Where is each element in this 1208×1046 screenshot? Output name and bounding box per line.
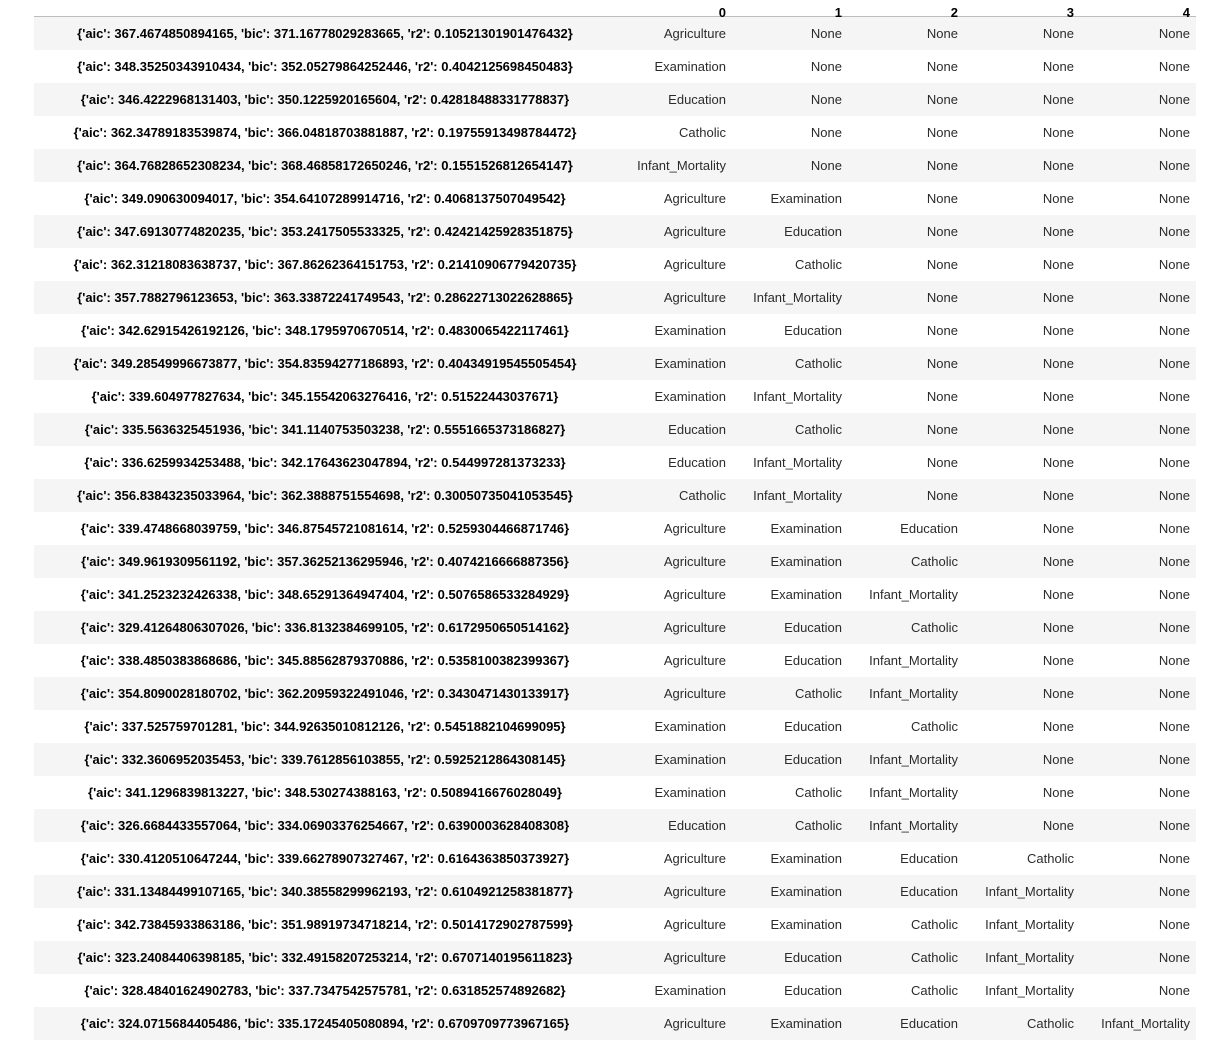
row-index-metrics: {'aic': 338.4850383868686, 'bic': 345.88562879370886, 'r2': 0.5358100382399367} xyxy=(80,652,570,668)
cell-col-0: Education xyxy=(668,421,726,437)
column-header-4: 4 xyxy=(1080,0,1196,17)
table-row xyxy=(34,479,1196,512)
cell-col-2: Infant_Mortality xyxy=(869,784,958,800)
cell-col-3: None xyxy=(1042,322,1074,338)
dataframe-table xyxy=(34,0,1196,1040)
table-row xyxy=(34,347,1196,380)
cell-col-2: None xyxy=(926,289,958,305)
cell-col-0: Examination xyxy=(654,982,726,998)
cell-col-3: Catholic xyxy=(1027,850,1074,866)
cell-col-4: None xyxy=(1158,190,1190,206)
table-header xyxy=(34,0,1196,20)
cell-col-1: None xyxy=(810,124,842,140)
cell-col-2: None xyxy=(926,157,958,173)
cell-col-2: Catholic xyxy=(911,553,958,569)
row-index-metrics: {'aic': 362.31218083638737, 'bic': 367.86262364151753, 'r2': 0.21410906779420735} xyxy=(73,256,577,272)
cell-col-4: None xyxy=(1158,850,1190,866)
table-row xyxy=(34,578,1196,611)
cell-col-2: Education xyxy=(900,520,958,536)
table-row xyxy=(34,710,1196,743)
cell-col-2: None xyxy=(926,25,958,41)
cell-col-4: None xyxy=(1158,883,1190,899)
cell-col-1: Education xyxy=(784,223,842,239)
row-index-metrics: {'aic': 362.34789183539874, 'bic': 366.04818703881887, 'r2': 0.19755913498784472} xyxy=(73,124,577,140)
cell-col-2: None xyxy=(926,487,958,503)
cell-col-4: None xyxy=(1158,520,1190,536)
cell-col-1: Catholic xyxy=(795,685,842,701)
cell-col-0: Agriculture xyxy=(663,289,726,305)
cell-col-2: None xyxy=(926,322,958,338)
cell-col-2: Catholic xyxy=(911,949,958,965)
cell-col-4: None xyxy=(1158,223,1190,239)
cell-col-1: Examination xyxy=(770,520,842,536)
cell-col-1: Catholic xyxy=(795,817,842,833)
row-index-metrics: {'aic': 336.6259934253488, 'bic': 342.17643623047894, 'r2': 0.544997281373233} xyxy=(84,454,566,470)
cell-col-3: None xyxy=(1042,157,1074,173)
cell-col-2: Infant_Mortality xyxy=(869,685,958,701)
cell-col-4: None xyxy=(1158,322,1190,338)
cell-col-1: Examination xyxy=(770,883,842,899)
cell-col-0: Examination xyxy=(654,388,726,404)
cell-col-0: Agriculture xyxy=(663,619,726,635)
cell-col-3: None xyxy=(1042,454,1074,470)
row-index-metrics: {'aic': 330.4120510647244, 'bic': 339.66278907327467, 'r2': 0.6164363850373927} xyxy=(80,850,570,866)
table-row xyxy=(34,215,1196,248)
cell-col-2: None xyxy=(926,190,958,206)
cell-col-0: Education xyxy=(668,91,726,107)
cell-col-4: None xyxy=(1158,454,1190,470)
table-row xyxy=(34,50,1196,83)
row-index-metrics: {'aic': 347.69130774820235, 'bic': 353.2417505533325, 'r2': 0.42421425928351875} xyxy=(77,223,573,239)
cell-col-0: Catholic xyxy=(679,487,726,503)
cell-col-4: None xyxy=(1158,289,1190,305)
row-index-metrics: {'aic': 341.1296839813227, 'bic': 348.530274388163, 'r2': 0.5089416676028049} xyxy=(88,784,562,800)
cell-col-4: None xyxy=(1158,619,1190,635)
cell-col-2: None xyxy=(926,388,958,404)
cell-col-0: Agriculture xyxy=(663,949,726,965)
row-index-metrics: {'aic': 329.41264806307026, 'bic': 336.8132384699105, 'r2': 0.6172950650514162} xyxy=(80,619,570,635)
row-index-metrics: {'aic': 354.8090028180702, 'bic': 362.20959322491046, 'r2': 0.3430471430133917} xyxy=(80,685,570,701)
cell-col-0: Education xyxy=(668,454,726,470)
cell-col-3: None xyxy=(1042,91,1074,107)
cell-col-1: None xyxy=(810,157,842,173)
cell-col-4: None xyxy=(1158,487,1190,503)
cell-col-1: Examination xyxy=(770,1015,842,1031)
cell-col-4: None xyxy=(1158,652,1190,668)
cell-col-1: None xyxy=(810,91,842,107)
table-row xyxy=(34,1007,1196,1040)
table-row xyxy=(34,611,1196,644)
table-body xyxy=(34,17,1196,1040)
cell-col-0: Catholic xyxy=(679,124,726,140)
row-index-metrics: {'aic': 335.5636325451936, 'bic': 341.1140753503238, 'r2': 0.5551665373186827} xyxy=(84,421,566,437)
table-row xyxy=(34,17,1196,50)
table-row xyxy=(34,380,1196,413)
row-index-metrics: {'aic': 331.13484499107165, 'bic': 340.38558299962193, 'r2': 0.6104921258381877} xyxy=(77,883,573,899)
row-index-metrics: {'aic': 324.0715684405486, 'bic': 335.17245405080894, 'r2': 0.6709709773967165} xyxy=(80,1015,570,1031)
cell-col-3: None xyxy=(1042,751,1074,767)
cell-col-3: None xyxy=(1042,784,1074,800)
table-row xyxy=(34,413,1196,446)
cell-col-1: Infant_Mortality xyxy=(753,388,842,404)
cell-col-3: Infant_Mortality xyxy=(985,883,1074,899)
cell-col-0: Agriculture xyxy=(663,223,726,239)
cell-col-4: None xyxy=(1158,553,1190,569)
cell-col-1: Examination xyxy=(770,916,842,932)
row-index-metrics: {'aic': 332.3606952035453, 'bic': 339.7612856103855, 'r2': 0.5925212864308145} xyxy=(84,751,566,767)
row-index-metrics: {'aic': 339.4748668039759, 'bic': 346.87545721081614, 'r2': 0.5259304466871746} xyxy=(80,520,570,536)
table-row xyxy=(34,182,1196,215)
cell-col-0: Agriculture xyxy=(663,652,726,668)
table-row xyxy=(34,281,1196,314)
cell-col-0: Agriculture xyxy=(663,916,726,932)
dataframe-output xyxy=(34,0,1196,1040)
cell-col-3: None xyxy=(1042,58,1074,74)
cell-col-1: Infant_Mortality xyxy=(753,487,842,503)
row-index-metrics: {'aic': 342.73845933863186, 'bic': 351.98919734718214, 'r2': 0.5014172902787599} xyxy=(77,916,573,932)
cell-col-3: None xyxy=(1042,289,1074,305)
table-row xyxy=(34,809,1196,842)
cell-col-4: None xyxy=(1158,784,1190,800)
cell-col-3: None xyxy=(1042,553,1074,569)
cell-col-0: Examination xyxy=(654,751,726,767)
table-row xyxy=(34,314,1196,347)
cell-col-1: None xyxy=(810,58,842,74)
row-index-metrics: {'aic': 364.76828652308234, 'bic': 368.46858172650246, 'r2': 0.1551526812654147} xyxy=(77,157,573,173)
table-row xyxy=(34,545,1196,578)
cell-col-1: Examination xyxy=(770,553,842,569)
cell-col-1: Education xyxy=(784,982,842,998)
cell-col-0: Agriculture xyxy=(663,883,726,899)
table-row xyxy=(34,974,1196,1007)
table-row xyxy=(34,677,1196,710)
cell-col-1: Education xyxy=(784,949,842,965)
cell-col-3: Infant_Mortality xyxy=(985,916,1074,932)
row-index-metrics: {'aic': 349.090630094017, 'bic': 354.64107289914716, 'r2': 0.4068137507049542} xyxy=(84,190,566,206)
cell-col-4: None xyxy=(1158,421,1190,437)
table-row xyxy=(34,83,1196,116)
cell-col-1: Education xyxy=(784,718,842,734)
row-index-metrics: {'aic': 326.6684433557064, 'bic': 334.06903376254667, 'r2': 0.6390003628408308} xyxy=(80,817,570,833)
cell-col-3: None xyxy=(1042,355,1074,371)
cell-col-1: Catholic xyxy=(795,256,842,272)
cell-col-0: Agriculture xyxy=(663,586,726,602)
cell-col-2: Education xyxy=(900,850,958,866)
cell-col-2: Catholic xyxy=(911,916,958,932)
cell-col-2: None xyxy=(926,421,958,437)
row-index-metrics: {'aic': 367.4674850894165, 'bic': 371.16778029283665, 'r2': 0.10521301901476432} xyxy=(77,25,573,41)
cell-col-2: Catholic xyxy=(911,718,958,734)
cell-col-3: None xyxy=(1042,817,1074,833)
cell-col-0: Agriculture xyxy=(663,850,726,866)
cell-col-2: Infant_Mortality xyxy=(869,586,958,602)
cell-col-2: None xyxy=(926,355,958,371)
cell-col-0: Infant_Mortality xyxy=(637,157,726,173)
cell-col-4: None xyxy=(1158,91,1190,107)
cell-col-0: Agriculture xyxy=(663,685,726,701)
cell-col-0: Agriculture xyxy=(663,256,726,272)
cell-col-2: None xyxy=(926,91,958,107)
cell-col-3: Infant_Mortality xyxy=(985,982,1074,998)
cell-col-4: None xyxy=(1158,355,1190,371)
table-row xyxy=(34,149,1196,182)
cell-col-4: None xyxy=(1158,157,1190,173)
cell-col-2: Education xyxy=(900,883,958,899)
cell-col-3: None xyxy=(1042,520,1074,536)
cell-col-4: None xyxy=(1158,388,1190,404)
row-index-metrics: {'aic': 323.24084406398185, 'bic': 332.49158207253214, 'r2': 0.6707140195611823} xyxy=(77,949,573,965)
row-index-metrics: {'aic': 339.604977827634, 'bic': 345.15542063276416, 'r2': 0.51522443037671} xyxy=(91,388,559,404)
row-index-metrics: {'aic': 346.4222968131403, 'bic': 350.1225920165604, 'r2': 0.42818488331778837} xyxy=(80,91,570,107)
cell-col-0: Agriculture xyxy=(663,553,726,569)
table-row xyxy=(34,644,1196,677)
cell-col-1: Education xyxy=(784,751,842,767)
cell-col-1: Catholic xyxy=(795,421,842,437)
row-index-metrics: {'aic': 341.2523232426338, 'bic': 348.65291364947404, 'r2': 0.5076586533284929} xyxy=(80,586,570,602)
cell-col-4: None xyxy=(1158,949,1190,965)
cell-col-2: Infant_Mortality xyxy=(869,817,958,833)
row-index-metrics: {'aic': 349.28549996673877, 'bic': 354.83594277186893, 'r2': 0.40434919545505454} xyxy=(73,355,577,371)
cell-col-0: Agriculture xyxy=(663,190,726,206)
cell-col-2: None xyxy=(926,454,958,470)
cell-col-3: None xyxy=(1042,124,1074,140)
cell-col-3: None xyxy=(1042,388,1074,404)
table-row xyxy=(34,248,1196,281)
cell-col-2: Infant_Mortality xyxy=(869,751,958,767)
cell-col-3: None xyxy=(1042,619,1074,635)
cell-col-4: None xyxy=(1158,982,1190,998)
cell-col-3: None xyxy=(1042,586,1074,602)
cell-col-3: None xyxy=(1042,190,1074,206)
row-index-metrics: {'aic': 357.7882796123653, 'bic': 363.33872241749543, 'r2': 0.28622713022628865} xyxy=(77,289,573,305)
cell-col-0: Agriculture xyxy=(663,25,726,41)
column-header-2: 2 xyxy=(848,0,964,17)
cell-col-0: Examination xyxy=(654,718,726,734)
cell-col-1: Catholic xyxy=(795,355,842,371)
cell-col-4: None xyxy=(1158,718,1190,734)
cell-col-4: Infant_Mortality xyxy=(1101,1015,1190,1031)
cell-col-2: None xyxy=(926,223,958,239)
cell-col-4: None xyxy=(1158,58,1190,74)
cell-col-0: Examination xyxy=(654,355,726,371)
cell-col-3: None xyxy=(1042,685,1074,701)
table-row xyxy=(34,116,1196,149)
cell-col-1: Examination xyxy=(770,850,842,866)
column-header-index xyxy=(34,0,616,17)
cell-col-2: None xyxy=(926,58,958,74)
table-row xyxy=(34,875,1196,908)
cell-col-1: Education xyxy=(784,652,842,668)
cell-col-4: None xyxy=(1158,586,1190,602)
cell-col-1: Examination xyxy=(770,190,842,206)
cell-col-0: Examination xyxy=(654,58,726,74)
header-row xyxy=(34,0,1196,17)
cell-col-3: None xyxy=(1042,421,1074,437)
row-index-metrics: {'aic': 356.83843235033964, 'bic': 362.3888751554698, 'r2': 0.30050735041053545} xyxy=(77,487,573,503)
cell-col-4: None xyxy=(1158,817,1190,833)
cell-col-1: Catholic xyxy=(795,784,842,800)
cell-col-0: Examination xyxy=(654,322,726,338)
table-row xyxy=(34,776,1196,809)
cell-col-4: None xyxy=(1158,124,1190,140)
cell-col-1: None xyxy=(810,25,842,41)
cell-col-3: None xyxy=(1042,256,1074,272)
cell-col-3: Catholic xyxy=(1027,1015,1074,1031)
cell-col-4: None xyxy=(1158,751,1190,767)
cell-col-3: None xyxy=(1042,652,1074,668)
cell-col-1: Education xyxy=(784,322,842,338)
cell-col-3: None xyxy=(1042,25,1074,41)
cell-col-3: Infant_Mortality xyxy=(985,949,1074,965)
column-header-0: 0 xyxy=(616,0,732,17)
cell-col-2: Catholic xyxy=(911,619,958,635)
cell-col-0: Examination xyxy=(654,784,726,800)
cell-col-2: Catholic xyxy=(911,982,958,998)
row-index-metrics: {'aic': 337.525759701281, 'bic': 344.92635010812126, 'r2': 0.5451882104699095} xyxy=(84,718,566,734)
table-row xyxy=(34,941,1196,974)
table-row xyxy=(34,512,1196,545)
cell-col-1: Education xyxy=(784,619,842,635)
column-header-3: 3 xyxy=(964,0,1080,17)
table-row xyxy=(34,908,1196,941)
table-row xyxy=(34,743,1196,776)
column-header-1: 1 xyxy=(732,0,848,17)
table-row xyxy=(34,842,1196,875)
cell-col-2: Infant_Mortality xyxy=(869,652,958,668)
cell-col-3: None xyxy=(1042,718,1074,734)
row-index-metrics: {'aic': 348.35250343910434, 'bic': 352.05279864252446, 'r2': 0.4042125698450483} xyxy=(77,58,573,74)
cell-col-4: None xyxy=(1158,685,1190,701)
cell-col-4: None xyxy=(1158,916,1190,932)
cell-col-4: None xyxy=(1158,25,1190,41)
cell-col-0: Agriculture xyxy=(663,1015,726,1031)
row-index-metrics: {'aic': 349.9619309561192, 'bic': 357.36252136295946, 'r2': 0.4074216666887356} xyxy=(81,553,569,569)
cell-col-2: None xyxy=(926,256,958,272)
table-row xyxy=(34,446,1196,479)
row-index-metrics: {'aic': 342.62915426192126, 'bic': 348.1795970670514, 'r2': 0.4830065422117461} xyxy=(81,322,569,338)
cell-col-3: None xyxy=(1042,223,1074,239)
cell-col-0: Education xyxy=(668,817,726,833)
cell-col-4: None xyxy=(1158,256,1190,272)
cell-col-2: Education xyxy=(900,1015,958,1031)
cell-col-3: None xyxy=(1042,487,1074,503)
cell-col-1: Infant_Mortality xyxy=(753,289,842,305)
cell-col-1: Infant_Mortality xyxy=(753,454,842,470)
cell-col-0: Agriculture xyxy=(663,520,726,536)
row-index-metrics: {'aic': 328.48401624902783, 'bic': 337.7347542575781, 'r2': 0.631852574892682} xyxy=(84,982,566,998)
cell-col-2: None xyxy=(926,124,958,140)
cell-col-1: Examination xyxy=(770,586,842,602)
